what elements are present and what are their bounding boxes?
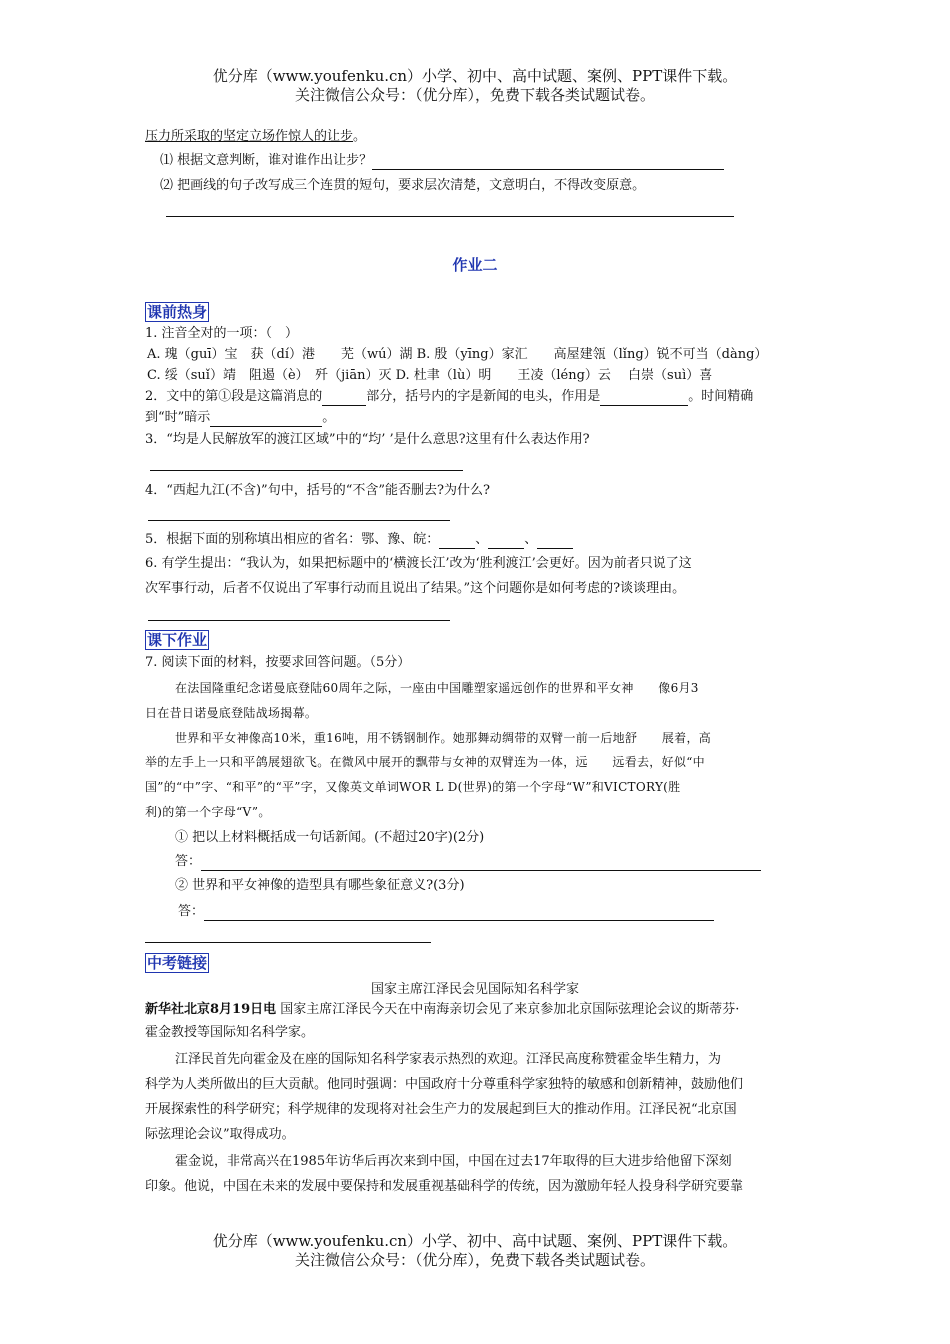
site-header-line1: 优分库（www.youfenku.cn）小学、初中、高中试题、案例、PPT课件下载。 [212, 67, 738, 85]
answer-blank[interactable] [439, 534, 475, 549]
news-p2-line1: 霍金说，非常高兴在1985年访华后再次来到中国，中国在过去17年取得的巨大进步给他留下深刻 [175, 1154, 732, 1169]
warmup-q6-line1: 6. 有学生提出：“我认为，如果把标题中的‘横渡长江’改为‘胜利渡江’会更好。因为前者只说了这 [145, 556, 692, 571]
news-title: 国家主席江泽民会见国际知名科学家 [370, 982, 579, 997]
news-lead-line2: 霍金教授等国际知名科学家。 [145, 1025, 315, 1040]
exam-link-label: 中考链接 [147, 954, 208, 972]
answer-blank[interactable] [201, 856, 761, 871]
site-header-line2: 关注微信公众号：（优分库），免费下载各类试题试卷。 [294, 86, 655, 104]
answer-blank[interactable] [488, 534, 524, 549]
question-2: ⑵ 把画线的句子改写成三个连贯的短句，要求层次清楚，文意明白，不得改变原意。 [160, 178, 646, 193]
homework-sub1: ① 把以上材料概括成一句话新闻。(不超过20字)(2分) [175, 830, 485, 845]
section-title: 作业二 [452, 256, 498, 274]
homework-sub2: ② 世界和平女神像的造型具有哪些象征意义?(3分) [175, 878, 465, 893]
warmup-q3: 3．“均是人民解放军的渡江区域”中的“均’ ’是什么意思?这里有什么表达作用? [145, 432, 590, 447]
warmup-q2-cont: 到“时”暗示 。 [145, 410, 336, 425]
news-p2-line2: 印象。他说，中国在未来的发展中要保持和发展重视基础科学的传统，因为激励年轻人投身科学研究要靠 [145, 1179, 744, 1194]
answer-line[interactable] [166, 216, 734, 217]
answer-line[interactable] [150, 470, 463, 471]
site-footer-line1: 优分库（www.youfenku.cn）小学、初中、高中试题、案例、PPT课件下载。 [212, 1232, 738, 1250]
answer-blank[interactable] [372, 155, 724, 170]
material-p1-line2: 日在昔日诺曼底登陆战场揭幕。 [145, 706, 318, 720]
warmup-q1-option-ab: A. 瑰（guī）宝 获（dí）港 芜（wú）湖 B. 殷（yīng）家汇 高屋建瓴（lǐng）锐不可当（dàng） [147, 347, 768, 362]
warmup-q1: 1. 注音全对的一项：（ ） [145, 326, 299, 341]
answer-line[interactable] [145, 942, 431, 943]
homework-q7: 7. 阅读下面的材料，按要求回答问题。（5分） [145, 655, 411, 670]
news-p1-line3: 开展探索性的科学研究；科学规律的发现将对社会生产力的发展起到巨大的推动作用。江泽民祝“北京国 [145, 1102, 737, 1117]
news-p1-line1: 江泽民首先向霍金及在座的国际知名科学家表示热烈的欢迎。江泽民高度称赞霍金毕生精力，为 [175, 1052, 722, 1067]
site-footer-line2: 关注微信公众号：（优分库），免费下载各类试题试卷。 [294, 1251, 655, 1269]
warmup-q5: 5．根据下面的别称填出相应的省名：鄂、豫、皖： 、 、 [145, 531, 573, 549]
warmup-q2: 2．文中的第①段是这篇消息的 部分，括号内的字是新闻的电头，作用是 。时间精确 [145, 389, 754, 404]
underlined-sentence: 压力所采取的坚定立场作惊人的让步。 [145, 129, 367, 144]
question-1: ⑴ 根据文意判断，谁对谁作出让步？ [160, 152, 724, 170]
answer-blank[interactable] [322, 391, 366, 406]
answer-blank[interactable] [537, 534, 573, 549]
warmup-label: 课前热身 [147, 303, 208, 321]
news-lead-line1: 新华社北京8月19日电 国家主席江泽民今天在中南海亲切会见了来京参加北京国际弦理论会议的斯蒂芬· [145, 1002, 740, 1017]
material-p2-line3: 国”的“中”字、“和平”的“平”字，又像英文单词WOR L D(世界)的第一个字母“W”和VICTORY(胜 [145, 780, 681, 794]
homework-answer1: 答： [175, 853, 761, 871]
homework-label: 课下作业 [147, 631, 208, 649]
material-p1-line1: 在法国隆重纪念诺曼底登陆60周年之际，一座由中国雕塑家遥远创作的世界和平女神 像6月3 [175, 681, 699, 695]
answer-blank[interactable] [210, 412, 322, 427]
answer-line[interactable] [148, 520, 450, 521]
material-p2-line1: 世界和平女神像高10米，重16吨，用不锈钢制作。她那舞动绸带的双臂一前一后地舒 展着，高 [175, 731, 712, 745]
homework-answer2: 答： [178, 903, 714, 921]
material-p2-line2: 举的左手上一只和平鸽展翅欲飞。在微风中展开的飘带与女神的双臂连为一体，远 远看去，好似“中 [145, 755, 705, 769]
warmup-q6-line2: 次军事行动，后者不仅说出了军事行动而且说出了结果。”这个问题你是如何考虑的?谈谈理由。 [145, 581, 686, 596]
answer-blank[interactable] [204, 906, 714, 921]
answer-line[interactable] [148, 620, 450, 621]
news-p1-line4: 际弦理论会议”取得成功。 [145, 1127, 295, 1142]
material-p2-line4: 利)的第一个字母“V”。 [145, 805, 271, 819]
news-p1-line2: 科学为人类所做出的巨大贡献。他同时强调：中国政府十分尊重科学家独特的敏感和创新精神，鼓励他们 [145, 1077, 744, 1092]
warmup-q1-option-cd: C. 绥（suǐ）靖 阻遏（è） 歼（jiān）灭 D. 杜聿（lù）明 王凌（léng）云 白崇（suì）喜 [147, 368, 713, 383]
answer-blank[interactable] [600, 391, 688, 406]
warmup-q4: 4．“西起九江(不含)”句中，括号的“不含”能否删去?为什么? [145, 483, 490, 498]
